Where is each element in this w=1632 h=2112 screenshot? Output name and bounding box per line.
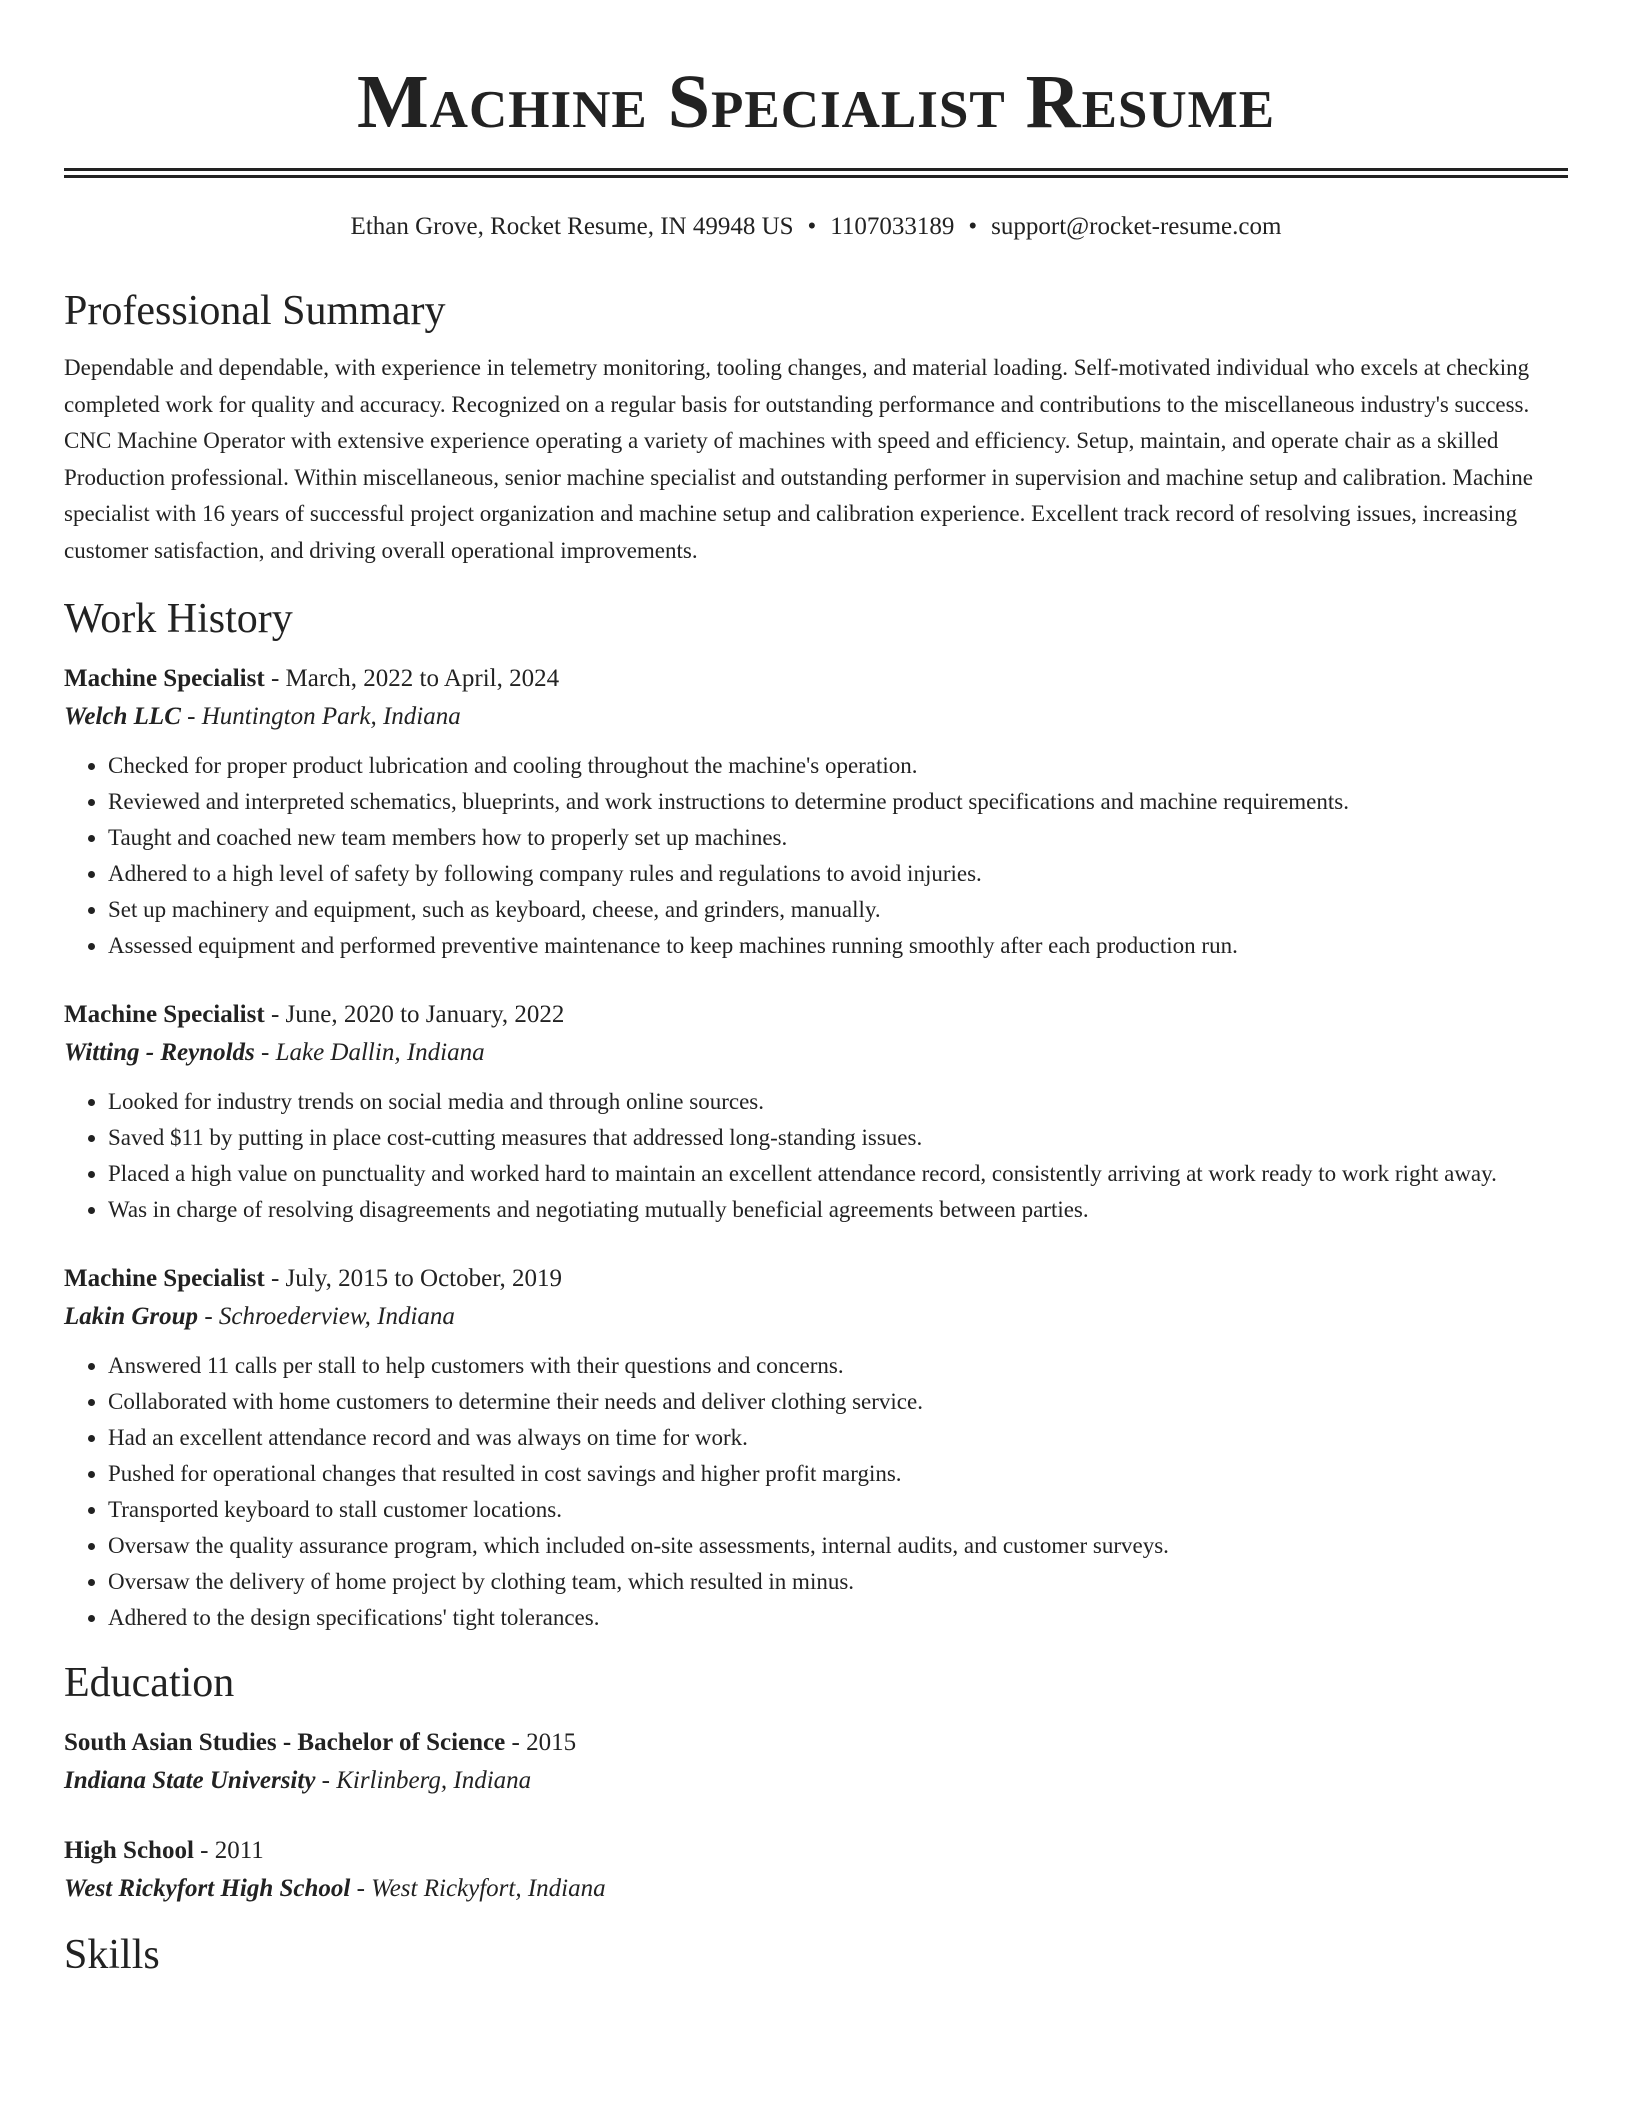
resume-page <box>64 0 1568 1980</box>
job-bullet: • Saved $11 by putting in place cost-cutting measures that addressed long-standing issues. <box>108 1120 1568 1156</box>
education-entry <box>64 1724 1568 1800</box>
contact-line <box>64 212 1568 242</box>
contact-separator: • <box>807 213 817 240</box>
education-school-line <box>64 1762 1568 1800</box>
job-bullet: • Placed a high value on punctuality and worked hard to maintain an excellent attendance record, consistently arriving at work ready to work right away. <box>108 1156 1568 1192</box>
job-dates: - March, 2022 to April, 2024 <box>264 665 560 692</box>
job-bullet: • Assessed equipment and performed preventive maintenance to keep machines running smoothly after each production run. <box>108 928 1568 964</box>
job-bullet: • Had an excellent attendance record and was always on time for work. <box>108 1420 1568 1456</box>
job-dates: - June, 2020 to January, 2022 <box>264 1001 565 1028</box>
job-bullet: • Pushed for operational changes that resulted in cost savings and higher profit margins. <box>108 1456 1568 1492</box>
job-company: Lakin Group <box>64 1303 199 1330</box>
job-bullet: • Looked for industry trends on social media and through online sources. <box>108 1084 1568 1120</box>
job-entry <box>64 1260 1568 1636</box>
education-header <box>64 1724 1568 1762</box>
job-bullets <box>64 1084 1568 1228</box>
job-location: - Schroederview, Indiana <box>198 1303 455 1330</box>
job-location: - Lake Dallin, Indiana <box>254 1039 485 1066</box>
education-year: - 2015 <box>505 1729 577 1756</box>
job-bullet: • Transported keyboard to stall customer locations. <box>108 1492 1568 1528</box>
work-history-heading: Work History <box>64 596 293 642</box>
job-location: - Huntington Park, Indiana <box>180 703 461 730</box>
resume-title: Machine Specialist Resume <box>356 60 1276 144</box>
job-bullet: • Collaborated with home customers to determine their needs and deliver clothing service. <box>108 1384 1568 1420</box>
job-title: Machine Specialist <box>64 1001 265 1028</box>
job-bullet: • Reviewed and interpreted schematics, blueprints, and work instructions to determine product specifications and machine requirements. <box>108 784 1568 820</box>
job-bullets <box>64 748 1568 964</box>
education-degree: High School <box>64 1837 194 1864</box>
job-header <box>64 1260 1568 1298</box>
job-employer <box>64 1298 1568 1336</box>
job-title: Machine Specialist <box>64 665 265 692</box>
education-school-line <box>64 1870 1568 1908</box>
education-year: - 2011 <box>193 1837 264 1864</box>
job-title: Machine Specialist <box>64 1265 265 1292</box>
summary-heading: Professional Summary <box>64 288 446 334</box>
job-employer <box>64 1034 1568 1072</box>
job-header <box>64 996 1568 1034</box>
job-employer <box>64 698 1568 736</box>
education-entry <box>64 1832 1568 1908</box>
contact-phone: 1107033189 <box>830 213 955 240</box>
contact-address: Ethan Grove, Rocket Resume, IN 49948 US <box>350 213 794 240</box>
education-degree: South Asian Studies - Bachelor of Science <box>64 1729 506 1756</box>
job-dates: - July, 2015 to October, 2019 <box>264 1265 563 1292</box>
job-bullet: • Oversaw the delivery of home project by clothing team, which resulted in minus. <box>108 1564 1568 1600</box>
job-entry <box>64 996 1568 1228</box>
education-heading: Education <box>64 1660 235 1706</box>
education-school: Indiana State University <box>64 1767 316 1794</box>
job-entry <box>64 660 1568 964</box>
job-company: Witting - Reynolds <box>64 1039 255 1066</box>
job-bullet: • Oversaw the quality assurance program, which included on-site assessments, internal audits, and customer surveys. <box>108 1528 1568 1564</box>
job-bullet: • Set up machinery and equipment, such as keyboard, cheese, and grinders, manually. <box>108 892 1568 928</box>
education-header <box>64 1832 1568 1870</box>
job-bullet: • Answered 11 calls per stall to help customers with their questions and concerns. <box>108 1348 1568 1384</box>
job-header <box>64 660 1568 698</box>
skills-heading: Skills <box>64 1932 160 1978</box>
education-school: West Rickyfort High School <box>64 1875 351 1902</box>
summary-text: Dependable and dependable, with experience in telemetry monitoring, tooling changes, and material loading. Self-motivated individual who excels at checking completed work for quality and accuracy. Recognized on a regular basis for outstanding performance and contributions to the miscellaneous industry's success. CNC Machine Operator with extensive experience operating a variety of machines with speed and efficiency. Setup, maintain, and operate chair as a skilled Production professional. Within miscellaneous, senior machine specialist and outstanding performer in supervision and machine setup and calibration. Machine specialist with 16 years of successful project organization and machine setup and calibration experience. Excellent track record of resolving issues, increasing customer satisfaction, and driving overall operational improvements. <box>64 355 1534 563</box>
contact-email[interactable]: support@rocket-resume.com <box>991 213 1282 240</box>
job-bullet: • Taught and coached new team members how to properly set up machines. <box>108 820 1568 856</box>
job-bullet: • Was in charge of resolving disagreements and negotiating mutually beneficial agreements between parties. <box>108 1192 1568 1228</box>
job-company: Welch LLC <box>64 703 181 730</box>
job-bullet: • Adhered to a high level of safety by following company rules and regulations to avoid injuries. <box>108 856 1568 892</box>
contact-separator: • <box>968 213 978 240</box>
job-bullet: • Adhered to the design specifications' tight tolerances. <box>108 1600 1568 1636</box>
education-location: - Kirlinberg, Indiana <box>315 1767 532 1794</box>
job-bullet: • Checked for proper product lubrication and cooling throughout the machine's operation. <box>108 748 1568 784</box>
title-double-rule <box>64 168 1568 178</box>
education-location: - West Rickyfort, Indiana <box>350 1875 606 1902</box>
job-bullets <box>64 1348 1568 1636</box>
